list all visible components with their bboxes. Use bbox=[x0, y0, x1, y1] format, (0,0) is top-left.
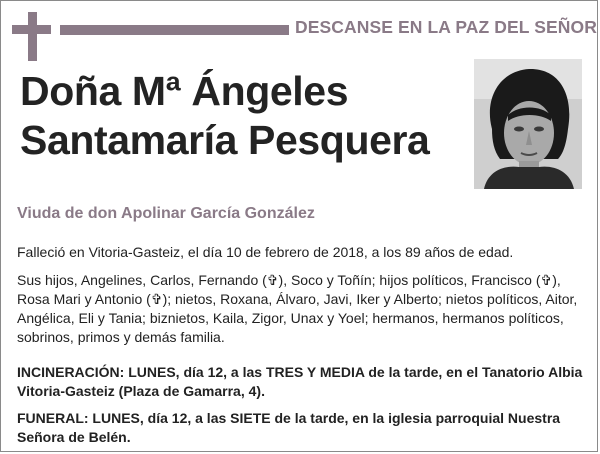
family-paragraph bbox=[17, 271, 587, 347]
deceased-name bbox=[20, 67, 429, 165]
name-line-2: Santamaría Pesquera bbox=[20, 117, 430, 163]
death-paragraph bbox=[17, 243, 587, 262]
cross-vertical-bar bbox=[28, 12, 37, 61]
header-title: DESCANSE EN LA PAZ DEL SEÑOR bbox=[295, 17, 597, 37]
widow-subtitle: Viuda de don Apolinar García González bbox=[17, 205, 315, 222]
portrait-image bbox=[474, 59, 582, 189]
cremation-text: INCINERACIÓN: LUNES, día 12, a las TRES Y MEDIA de la tarde, en el Tanatorio Albia Vitoria-Gasteiz (Plaza de Gamarra, 4). bbox=[17, 364, 583, 399]
funeral-paragraph bbox=[17, 409, 587, 447]
header-rule bbox=[60, 25, 289, 35]
death-text: Falleció en Vitoria-Gasteiz, el día 10 de febrero de 2018, a los 89 años de edad. bbox=[17, 244, 514, 260]
funeral-text: FUNERAL: LUNES, día 12, a las SIETE de la tarde, en la iglesia parroquial Nuestra Señora de Belén. bbox=[17, 410, 561, 445]
cremation-paragraph bbox=[17, 363, 587, 401]
family-text: Sus hijos, Angelines, Carlos, Fernando (✞), Soco y Toñín; hijos políticos, Francisco (✞), Rosa Mari y Antonio (✞); nietos, Roxana, Álvaro, Javi, Iker y Alberto; nietos políticos, Aitor, Angélica, Eli y Tania; biznietos, Kaila, Zigor, Unax y Yoel; hermanos, hermanos políticos, sobrinos, primos y demás familia. bbox=[17, 272, 578, 345]
portrait-photo bbox=[474, 59, 582, 189]
cross-horizontal-bar bbox=[12, 25, 51, 34]
name-line-1: Doña Mª Ángeles bbox=[20, 68, 349, 114]
